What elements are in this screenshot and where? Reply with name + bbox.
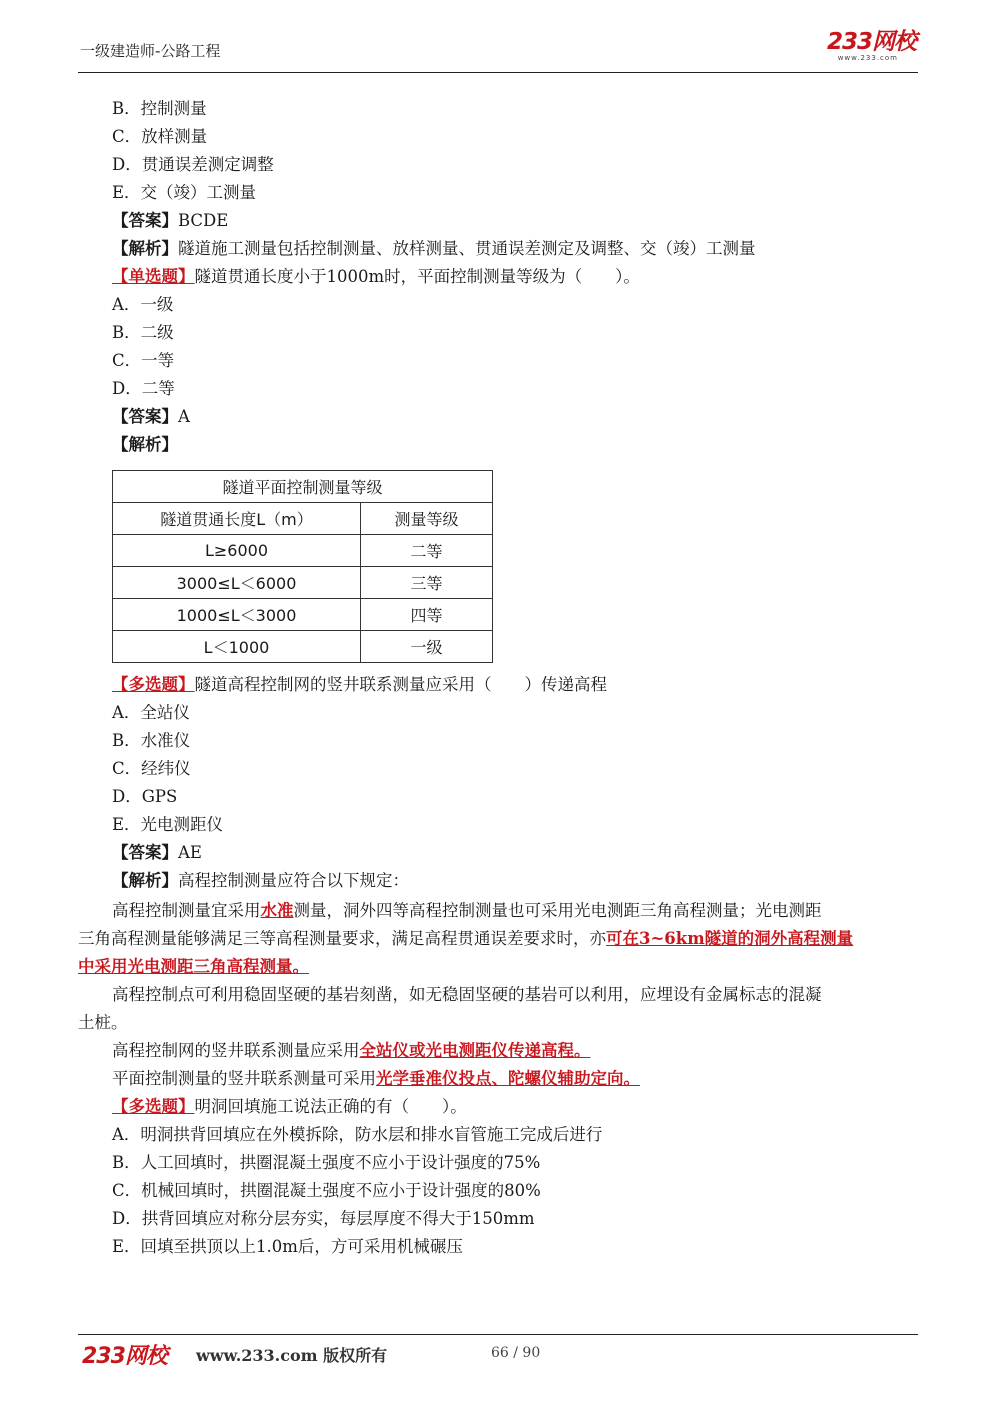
header-title: 一级建造师-公路工程 (80, 42, 221, 60)
answer-value: BCDE (178, 211, 229, 230)
table-cell: 二等 (361, 535, 493, 567)
q3-option-c: C．经纬仪 (112, 759, 191, 778)
table-header-row (113, 503, 493, 535)
table-row (113, 535, 493, 567)
logo-url: www.233.com (837, 54, 898, 62)
answer-value: AE (178, 843, 202, 862)
logo-text: 233网校 (826, 29, 916, 55)
answer-label: 【答案】 (112, 211, 178, 230)
q1-option-e: E．交（竣）工测量 (112, 183, 257, 202)
analysis-label: 【解析】 (112, 871, 178, 890)
q3-option-d: D．GPS (112, 787, 178, 806)
q3-answer (112, 842, 202, 864)
text-run: 高程控制测量宜采用 (112, 901, 261, 920)
q4-option-e: E．回填至拱顶以上1.0m后，方可采用机械碾压 (112, 1237, 463, 1256)
column-header: 隧道贯通长度L（m） (113, 503, 361, 535)
highlight-text: 水准 (260, 901, 294, 920)
q1-option-b: B．控制测量 (112, 99, 207, 118)
analysis-paragraph (112, 1040, 591, 1062)
q1-option-c: C．放样测量 (112, 127, 208, 146)
text-run: 三角高程测量能够满足三等高程测量要求，满足高程贯通误差要求时，亦 (78, 929, 606, 948)
table-cell: 三等 (361, 567, 493, 599)
analysis-label: 【解析】 (112, 239, 178, 258)
table-row (113, 567, 493, 599)
column-header: 测量等级 (361, 503, 493, 535)
q2-stem (112, 266, 640, 288)
q1-answer (112, 210, 228, 232)
analysis-paragraph (112, 1068, 640, 1090)
q3-option-e: E．光电测距仪 (112, 815, 224, 834)
question-type-tag: 【多选题】 (112, 1097, 195, 1116)
analysis-label: 【解析】 (112, 435, 178, 454)
footer-logo[interactable]: 233网校 (82, 1344, 167, 1369)
question-type-tag: 【多选题】 (112, 675, 195, 694)
analysis-text: 高程控制测量应符合以下规定： (178, 871, 409, 890)
q2-option-c: C．一等 (112, 351, 175, 370)
q4-option-b: B．人工回填时，拱圈混凝土强度不应小于设计强度的75% (112, 1153, 541, 1172)
table-cell: 四等 (361, 599, 493, 631)
highlight-text: 可在3~6km隧道的洞外高程测量 (606, 929, 854, 948)
text-run: 高程控制网的竖井联系测量应采用 (112, 1041, 360, 1060)
control-survey-grade-table (112, 470, 493, 663)
highlight-text: 光学垂准仪投点、陀螺仪辅助定向。 (376, 1069, 640, 1088)
answer-value: A (178, 407, 190, 426)
analysis-text: 隧道施工测量包括控制测量、放样测量、贯通误差测定及调整、交（竣）工测量 (178, 239, 756, 258)
q3-option-b: B．水准仪 (112, 731, 191, 750)
table-cell: 3000≤L＜6000 (113, 567, 361, 599)
page-number: 66 / 90 (491, 1345, 541, 1361)
table-title: 隧道平面控制测量等级 (113, 471, 493, 503)
page-header (78, 29, 918, 73)
question-type-tag: 【单选题】 (112, 267, 195, 286)
table-row (113, 631, 493, 663)
q4-option-c: C．机械回填时，拱圈混凝土强度不应小于设计强度的80% (112, 1181, 541, 1200)
table-row (113, 599, 493, 631)
q1-analysis (112, 238, 756, 260)
q3-analysis (112, 870, 409, 892)
analysis-paragraph (78, 956, 309, 978)
page-footer (78, 1334, 918, 1375)
footer-copyright: www.233.com 版权所有 (196, 1346, 388, 1365)
brand-logo[interactable] (827, 30, 916, 62)
q4-option-a: A．明洞拱背回填应在外模拆除，防水层和排水盲管施工完成后进行 (112, 1125, 603, 1144)
q2-analysis (112, 434, 178, 456)
q2-answer (112, 406, 190, 428)
text-run: 平面控制测量的竖井联系测量可采用 (112, 1069, 376, 1088)
table-cell: 一级 (361, 631, 493, 663)
question-text: 隧道高程控制网的竖井联系测量应采用（ ）传递高程 (194, 675, 607, 694)
text-run: 测量，洞外四等高程控制测量也可采用光电测距三角高程测量；光电测距 (293, 901, 822, 920)
analysis-paragraph: 土桩。 (78, 1013, 128, 1032)
answer-label: 【答案】 (112, 843, 178, 862)
q2-option-d: D．二等 (112, 379, 175, 398)
q4-stem (112, 1096, 467, 1118)
question-text: 隧道贯通长度小于1000m时，平面控制测量等级为（ ）。 (194, 267, 640, 286)
question-text: 明洞回填施工说法正确的有（ ）。 (194, 1097, 467, 1116)
q3-stem (112, 674, 607, 696)
analysis-paragraph (112, 900, 822, 922)
q4-option-d: D．拱背回填应对称分层夯实，每层厚度不得大于150mm (112, 1209, 535, 1228)
analysis-paragraph: 高程控制点可利用稳固坚硬的基岩刻凿，如无稳固坚硬的基岩可以利用，应埋设有金属标志的混凝 (112, 985, 822, 1004)
analysis-paragraph (78, 928, 853, 950)
highlight-text: 全站仪或光电测距仪传递高程。 (359, 1041, 591, 1060)
table-cell: L＜1000 (113, 631, 361, 663)
q3-option-a: A．全站仪 (112, 703, 190, 722)
q2-option-b: B．二级 (112, 323, 174, 342)
answer-label: 【答案】 (112, 407, 178, 426)
table-cell: L≥6000 (113, 535, 361, 567)
highlight-text: 中采用光电测距三角高程测量。 (78, 957, 309, 976)
q1-option-d: D．贯通误差测定调整 (112, 155, 274, 174)
table-cell: 1000≤L＜3000 (113, 599, 361, 631)
q2-option-a: A．一级 (112, 295, 174, 314)
